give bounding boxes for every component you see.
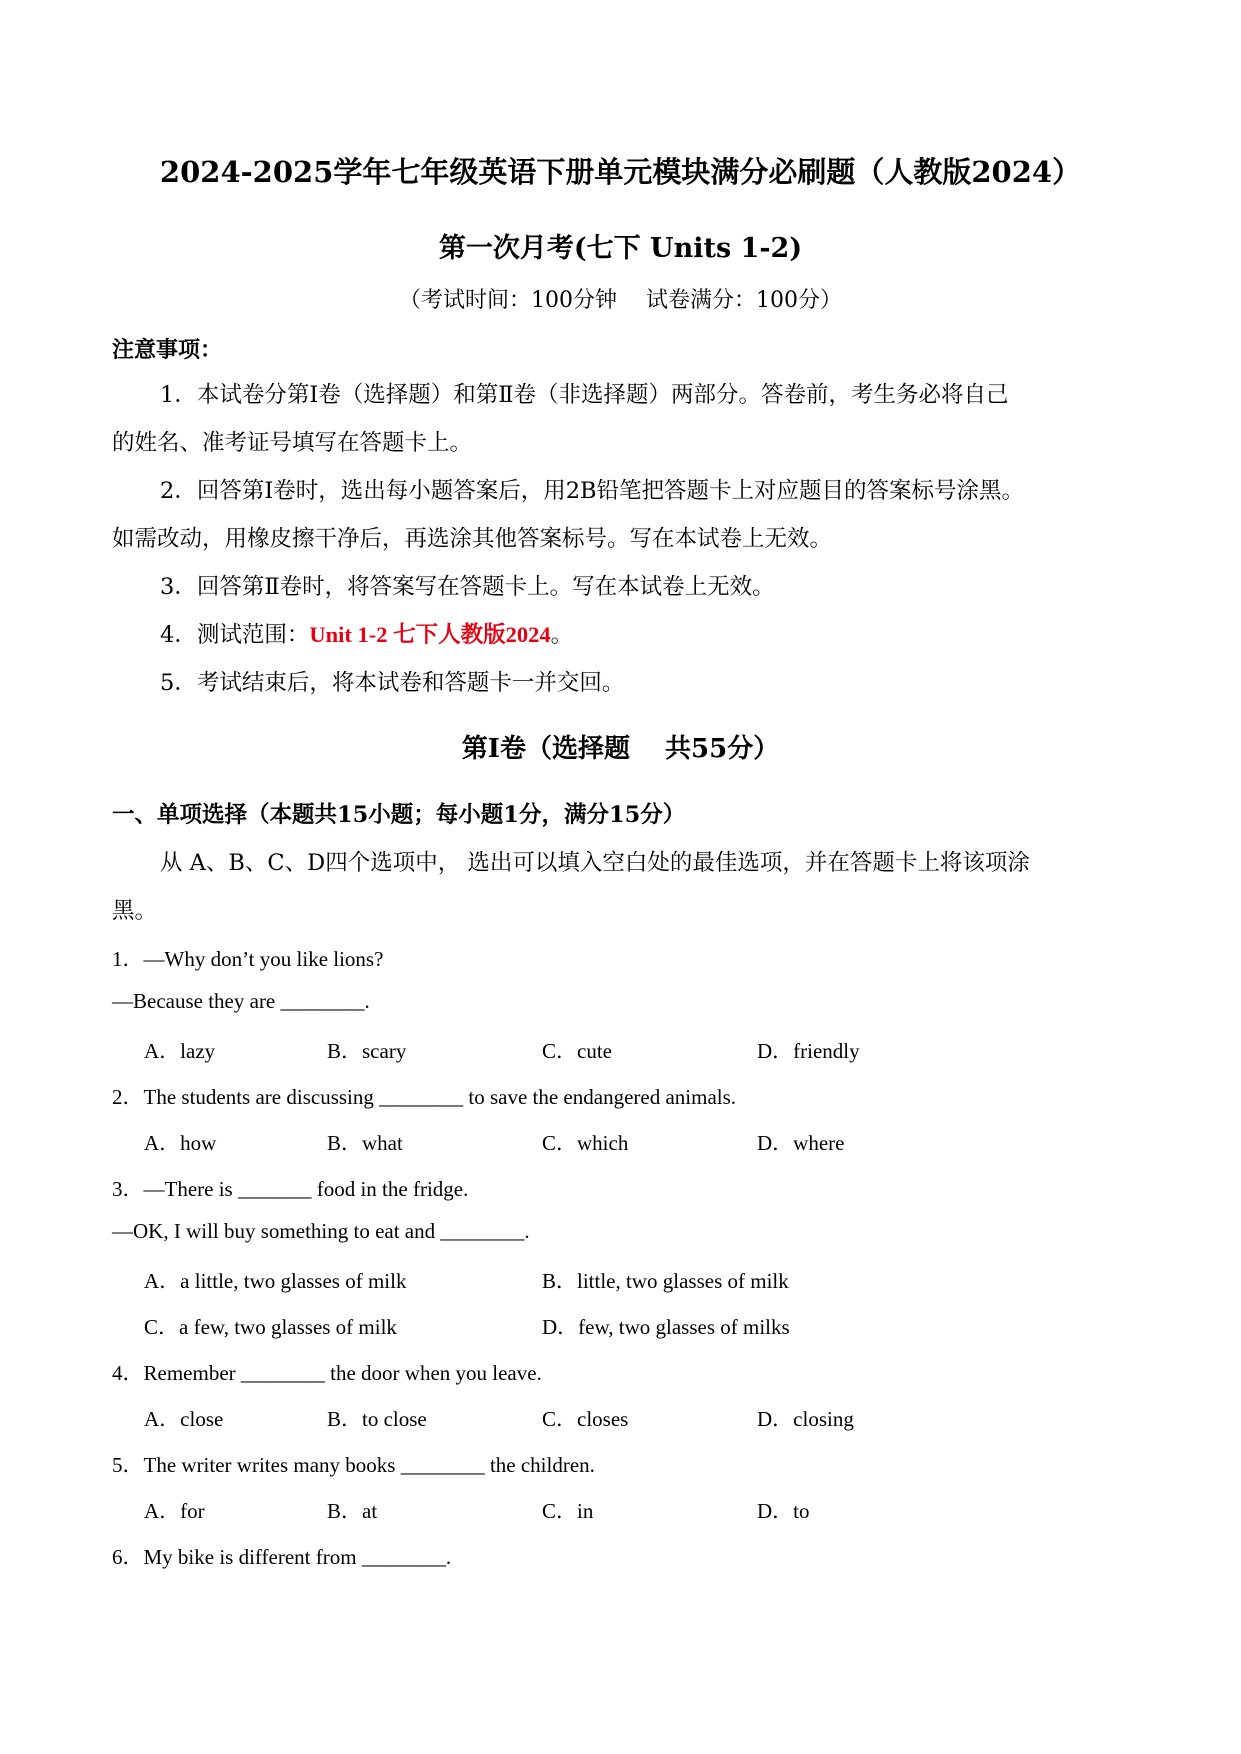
question-3-option-d: D．few, two glasses of milks [542,1315,790,1339]
note-item-4-suffix: 。 [550,622,574,648]
question-5-stem: 5．The writer writes many books ________ the children. [112,1453,595,1477]
question-3-stem: 3．—There is _______ food in the fridge. [112,1177,469,1201]
question-5-option-d: D．to [757,1499,810,1523]
section-instruction-line-2: 黑。 [112,898,158,924]
page-title: 2024-2025学年七年级英语下册单元模块满分必刷题（人教版2024） [159,155,1082,189]
section-instruction-line-1: 从 A、B、C、D四个选项中， 选出可以填入空白处的最佳选项，并在答题卡上将该项涂 [160,850,1030,876]
question-3-option-a: A．a little, two glasses of milk [144,1269,407,1293]
note-item-1-line-2: 的姓名、准考证号填写在答题卡上。 [112,430,473,456]
question-2-option-a: A．how [144,1131,217,1155]
note-item-4 [160,617,573,649]
volume-title: 第Ⅰ卷（选择题 共55分） [461,734,780,764]
question-5-option-c: C．in [542,1499,594,1523]
question-1-option-b: B．scary [327,1039,407,1063]
test-range-highlight: Unit 1-2 七下人教版2024 [309,622,551,647]
note-item-5: 5．考试结束后，将本试卷和答题卡一并交回。 [160,670,625,696]
question-5-option-a: A．for [144,1499,205,1523]
question-6-stem: 6．My bike is different from ________. [112,1545,452,1569]
note-item-1-line-1: 1．本试卷分第Ⅰ卷（选择题）和第Ⅱ卷（非选择题）两部分。答卷前，考生务必将自己 [160,382,1009,408]
exam-info: （考试时间：100分钟 试卷满分：100分） [399,288,842,313]
question-2-stem: 2．The students are discussing ________ to save the endangered animals. [112,1085,737,1109]
page-subtitle: 第一次月考(七下 Units 1-2) [438,233,803,264]
question-1-response: —Because they are ________. [112,989,370,1013]
notes-heading: 注意事项： [112,337,223,363]
question-2-option-d: D．where [757,1131,845,1155]
question-3-option-c: C．a few, two glasses of milk [144,1315,397,1339]
question-2-option-b: B．what [327,1131,403,1155]
question-3-option-b: B．little, two glasses of milk [542,1269,789,1293]
question-1-option-d: D．friendly [757,1039,860,1063]
question-3-response: —OK, I will buy something to eat and ________. [112,1219,530,1243]
note-item-2-line-2: 如需改动，用橡皮擦干净后，再选涂其他答案标号。写在本试卷上无效。 [112,526,833,552]
question-4-option-c: C．closes [542,1407,629,1431]
question-1-option-c: C．cute [542,1039,612,1063]
question-5-option-b: B．at [327,1499,378,1523]
note-item-3: 3．回答第Ⅱ卷时，将答案写在答题卡上。写在本试卷上无效。 [160,574,775,600]
question-4-option-a: A．close [144,1407,224,1431]
section-title: 一、单项选择（本题共15小题；每小题1分，满分15分） [112,802,686,828]
note-item-2-line-1: 2．回答第Ⅰ卷时，选出每小题答案后，用2B铅笔把答题卡上对应题目的答案标号涂黑。 [160,478,1025,504]
question-1-option-a: A．lazy [144,1039,216,1063]
question-4-stem: 4．Remember ________ the door when you leave. [112,1361,542,1385]
question-1-stem: 1．—Why don’t you like lions? [112,947,384,971]
question-4-option-b: B．to close [327,1407,427,1431]
note-item-4-prefix: 4．测试范围： [160,622,310,648]
question-2-option-c: C．which [542,1131,629,1155]
question-4-option-d: D．closing [757,1407,854,1431]
